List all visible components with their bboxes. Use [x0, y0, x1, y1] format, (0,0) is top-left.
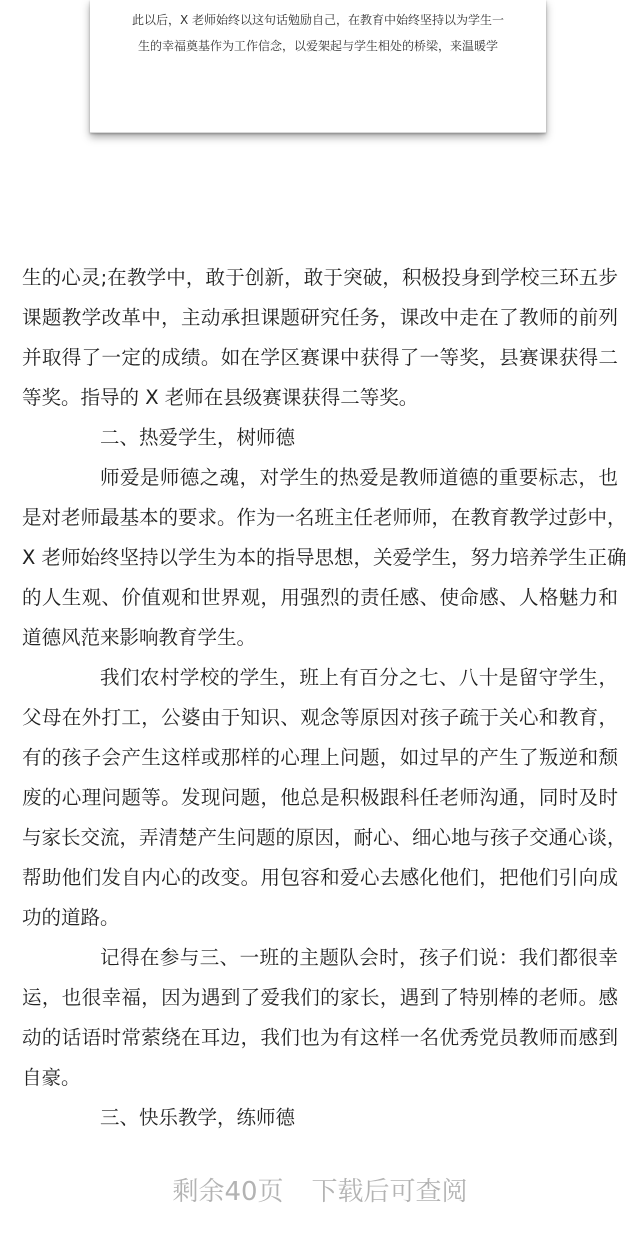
paragraph-line: 动的话语时常萦绕在耳边，我们也为有这样一名优秀党员教师而感到	[22, 1026, 618, 1049]
paragraph-line: 父母在外打工，公婆由于知识、观念等原因对孩子疏于关心和教育，	[22, 706, 618, 729]
remaining-pages-label[interactable]: 剩余40页	[172, 1177, 284, 1207]
paragraph-line: 帮助他们发自内心的改变。用包容和爱心去感化他们，把他们引向成	[22, 866, 618, 889]
download-to-view-label[interactable]: 下载后可查阅	[311, 1177, 468, 1207]
paragraph-line: 我们农村学校的学生，班上有百分之七、八十是留守学生，	[100, 666, 618, 689]
section-heading: 二、热爱学生，树师德	[100, 426, 296, 449]
paragraph-line: 废的心理问题等。发现问题，他总是积极跟科任老师沟通，同时及时	[22, 786, 618, 809]
paragraph-line: 的人生观、价值观和世界观，用强烈的责任感、使命感、人格魅力和	[22, 586, 618, 609]
paragraph-line: 等奖。指导的 X 老师在县级赛课获得二等奖。	[22, 386, 419, 409]
paragraph-line: 功的道路。	[22, 906, 120, 929]
preview-line: 生的幸福奠基作为工作信念，以爱架起与学生相处的桥梁，来温暖学	[137, 39, 498, 53]
preview-card	[90, 0, 546, 133]
paragraph-line: 师爱是师德之魂，对学生的热爱是教师道德的重要标志，也	[100, 466, 618, 489]
paragraph-line: 并取得了一定的成绩。如在学区赛课中获得了一等奖，县赛课获得二	[22, 346, 618, 369]
paragraph-line: 道德风范来影响教育学生。	[22, 626, 257, 649]
paragraph-line: 运，也很幸福，因为遇到了爱我们的家长，遇到了特别棒的老师。感	[22, 986, 618, 1009]
paragraph-line: 与家长交流，弄清楚产生问题的原因，耐心、细心地与孩子交通心谈，	[22, 826, 627, 849]
paragraph-line: 记得在参与三、一班的主题队会时，孩子们说：我们都很幸	[100, 946, 618, 969]
paragraph-line: 生的心灵;在教学中，敢于创新，敢于突破，积极投身到学校三环五步	[22, 266, 618, 289]
paragraph-line: 自豪。	[22, 1066, 81, 1089]
paragraph-line: 课题教学改革中，主动承担课题研究任务，课改中走在了教师的前列	[22, 306, 618, 329]
document-body	[22, 258, 627, 1138]
preview-line: 此以后，X 老师始终以这句话勉励自己，在教育中始终坚持以为学生一	[131, 13, 505, 27]
paragraph-line: 有的孩子会产生这样或那样的心理上问题，如过早的产生了叛逆和颓	[22, 746, 618, 769]
download-prompt[interactable]	[0, 1172, 640, 1212]
paragraph-line: X 老师始终坚持以学生为本的指导思想，关爱学生，努力培养学生正确	[22, 546, 627, 569]
section-heading: 三、快乐教学，练师德	[100, 1106, 296, 1129]
paragraph-line: 是对老师最基本的要求。作为一名班主任老师师，在教育教学过彭中，	[22, 506, 627, 529]
